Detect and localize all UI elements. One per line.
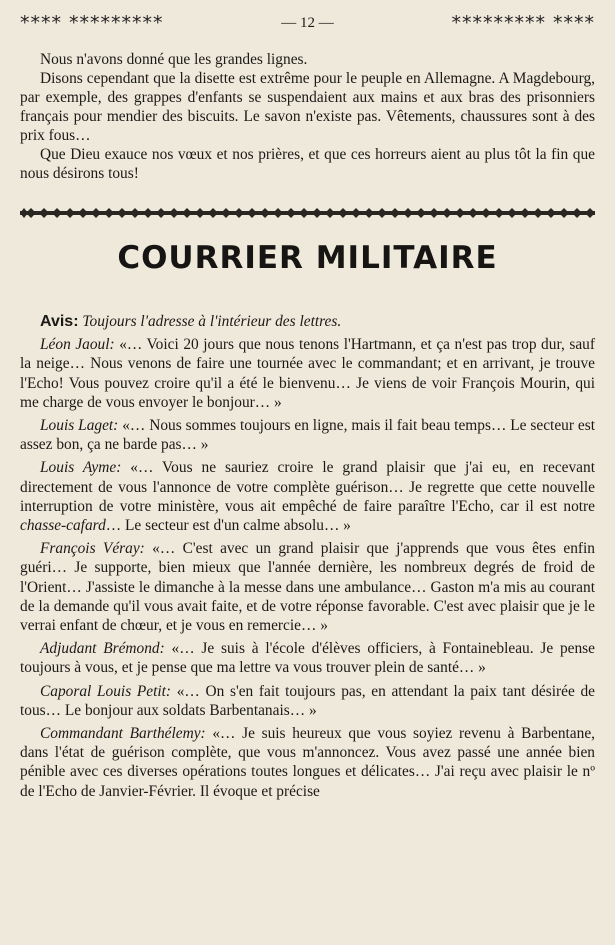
page-number: — 12 —: [281, 14, 334, 31]
section-title: COURRIER MILITAIRE: [117, 240, 498, 276]
header-stars-left: **** *********: [20, 12, 164, 34]
letter-author: François Véray:: [40, 540, 145, 558]
letter-author: Commandant Barthélemy:: [40, 725, 206, 743]
letter-author: Adjudant Brémond:: [40, 640, 165, 658]
avis-text: Toujours l'adresse à l'intérieur des lettres.: [82, 313, 342, 330]
avis-paragraph: [20, 312, 595, 331]
letter-paragraph: [20, 416, 595, 454]
letter-text: «… Je suis heureux que vous soyiez revenu à Barbentane, dans l'état de guérison complète, que vous m'annoncez. Vous avez passé une année bien pénible avec ces diverses opérations toutes longues et délicates… J'ai reçu avec plaisir le nº de l'Echo de Janvier-Février. Il évoque et précise: [20, 725, 596, 800]
letter-paragraph: [20, 458, 595, 535]
intro-paragraph: Nous n'avons donné que les grandes lignes.: [40, 51, 308, 68]
page-header: [20, 8, 595, 38]
letter-paragraph: [20, 724, 595, 801]
letter-text: «… C'est avec un grand plaisir que j'apprends que vous êtes enfin guéri… Je supporte, bien mieux que l'année dernière, les nombreux degrés de froid de l'Orient… J'assiste le dimanche à la messe dans une ambulance… Gaston m'a mis au courant de la demande qu'il vous avait faite, et de votre réponse favorable. C'est avec plaisir que je le verrai enfant de chœur, et je vous en remercie… »: [20, 540, 595, 635]
letter-author: Caporal Louis Petit:: [40, 682, 172, 700]
letter-paragraph: [20, 335, 595, 412]
letter-author: Louis Laget:: [40, 417, 119, 435]
letter-text: «… Voici 20 jours que nous tenons l'Hartmann, et ça n'est pas trop dur, sauf la neige… Nous venons de faire une tournée avec le commandant; et en arrivant, je trouve l'Echo! Vous pouvez croire qu'il a été le bienvenu… Je viens de voir François Mourin, qui me charge de vous envoyer le bonjour… »: [20, 336, 595, 411]
letter-author: Louis Ayme:: [40, 459, 122, 477]
letter-paragraph: [20, 682, 595, 720]
letters-section: [20, 312, 595, 805]
letter-text: «… Nous sommes toujours en ligne, mais il fait beau temps… Le secteur est assez bon, ça ne barde pas… »: [20, 417, 595, 454]
letter-author: Léon Jaoul:: [40, 336, 115, 354]
letter-paragraph: [20, 639, 595, 677]
letter-text: «… Vous ne sauriez croire le grand plaisir que j'ai eu, en recevant directement de vous l'annonce de votre complète guérison… Je regrette que cette nouvelle interruption de votre ministère, vous ait empêché de faire paraître l'Echo, car il est notre: [20, 459, 595, 515]
letter-text: … Le secteur est d'un calme absolu… »: [105, 517, 351, 535]
letter-text: «… On s'en fait toujours pas, en attendant la paix tant désirée de tous… Le bonjour aux soldats Barbentanais… »: [20, 682, 595, 719]
intro-paragraph: Que Dieu exauce nos vœux et nos prières, et que ces horreurs aient au plus tôt la fin que nous désirons tous!: [20, 146, 595, 182]
letter-paragraph: [20, 539, 595, 635]
letter-text: «… Je suis à l'école d'élèves officiers, à Fontainebleau. Je pense toujours à vous, et je pense que ma lettre va vous trouver plein de santé… »: [20, 640, 595, 677]
header-stars-right: ********* ****: [451, 12, 595, 34]
letter-italic-text: chasse-cafard: [20, 517, 106, 535]
intro-text: [20, 50, 595, 183]
avis-label: Avis:: [40, 313, 79, 330]
intro-paragraph: Disons cependant que la disette est extrême pour le peuple en Allemagne. A Magdebourg, par exemple, des grappes d'enfants se suspendaient aux mains et aux bras des prisonniers français pour mendier des biscuits. Le savon n'existe pas. Vêtements, chaussures sont à des prix fous…: [20, 70, 595, 144]
ornamental-divider: [20, 208, 595, 218]
